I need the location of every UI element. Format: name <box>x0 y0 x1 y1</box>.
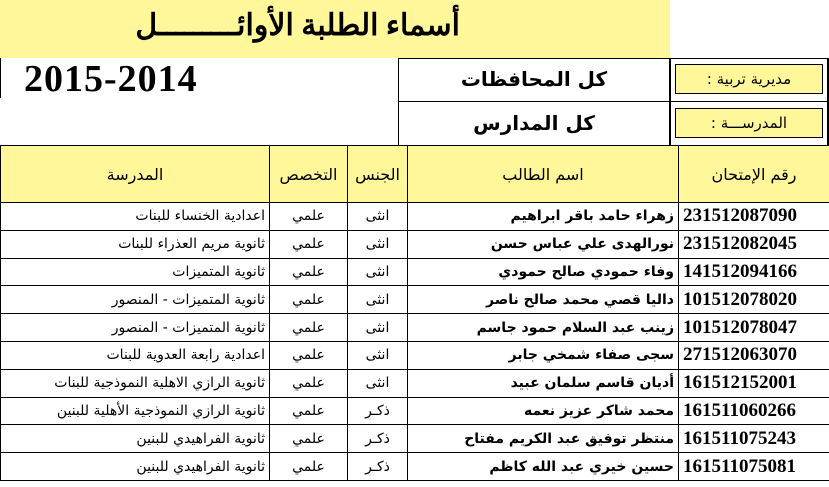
table-row <box>1 341 829 369</box>
student-name: أديان قاسم سلمان عبيد <box>408 369 679 397</box>
student-name: سجى صفاء شمخي جابر <box>408 341 679 369</box>
header-school: المدرسة <box>1 146 270 203</box>
directorate-value: كل المحافظات <box>460 67 608 91</box>
gender: انثى <box>348 230 408 258</box>
school-name: ثانوية الرازي النموذجية الأهلية للبنين <box>1 397 270 425</box>
table-row <box>1 397 829 425</box>
gender: انثى <box>348 286 408 314</box>
table-row <box>1 369 829 397</box>
school-name: ثانوية مريم العذراء للبنات <box>1 230 270 258</box>
specialization: علمي <box>270 203 348 231</box>
school-name: اعدادية الخنساء للبنات <box>1 203 270 231</box>
specialization: علمي <box>270 397 348 425</box>
students-table <box>0 145 829 481</box>
gender: انثى <box>348 341 408 369</box>
exam-number: 141512094166 <box>679 258 829 286</box>
table-header-row <box>1 146 829 203</box>
specialization: علمي <box>270 425 348 453</box>
left-margin-line <box>0 58 1 98</box>
table-row <box>1 258 829 286</box>
page-title: أسماء الطلبة الأوائـــــــــل <box>135 9 460 42</box>
table-row <box>1 230 829 258</box>
exam-number: 161511075243 <box>679 425 829 453</box>
specialization: علمي <box>270 341 348 369</box>
header-gender: الجنس <box>348 146 408 203</box>
school-name: ثانوية المتميزات - المنصور <box>1 286 270 314</box>
header-exam-number: رقم الإمتحان <box>679 146 829 203</box>
academic-year: 2015-2014 <box>24 58 198 100</box>
gender: ذكـر <box>348 397 408 425</box>
student-name: زهراء حامد باقر ابراهيم <box>408 203 679 231</box>
school-name: ثانوية الرازي الاهلية النموذجية للبنات <box>1 369 270 397</box>
student-name: حسين خيري عبد الله كاظم <box>408 453 679 481</box>
student-name: نورالهدى علي عباس حسن <box>408 230 679 258</box>
exam-number: 101512078047 <box>679 314 829 342</box>
specialization: علمي <box>270 286 348 314</box>
table-row <box>1 286 829 314</box>
gender: انثى <box>348 369 408 397</box>
school-value: كل المدارس <box>473 111 595 135</box>
student-name: وفاء حمودي صالح حمودي <box>408 258 679 286</box>
table-row <box>1 314 829 342</box>
student-name: محمد شاكر عزيز نعمه <box>408 397 679 425</box>
directorate-label: مديرية تربية : <box>675 64 823 94</box>
student-name: داليا قصي محمد صالح ناصر <box>408 286 679 314</box>
table-row <box>1 203 829 231</box>
school-name: ثانوية المتميزات <box>1 258 270 286</box>
info-row-divider <box>398 101 829 102</box>
gender: ذكـر <box>348 453 408 481</box>
school-name: ثانوية الفراهيدي للبنين <box>1 453 270 481</box>
header-specialization: التخصص <box>270 146 348 203</box>
specialization: علمي <box>270 453 348 481</box>
student-name: منتظر توفيق عبد الكريم مفتاح <box>408 425 679 453</box>
school-name: اعدادية رابعة العدوية للبنات <box>1 341 270 369</box>
exam-number: 161511075081 <box>679 453 829 481</box>
exam-number: 101512078020 <box>679 286 829 314</box>
info-top-border <box>398 58 829 59</box>
specialization: علمي <box>270 314 348 342</box>
gender: انثى <box>348 258 408 286</box>
school-name: ثانوية الفراهيدي للبنين <box>1 425 270 453</box>
student-name: زينب عبد السلام حمود جاسم <box>408 314 679 342</box>
specialization: علمي <box>270 369 348 397</box>
exam-number: 231512087090 <box>679 203 829 231</box>
specialization: علمي <box>270 230 348 258</box>
exam-number: 271512063070 <box>679 341 829 369</box>
table-row <box>1 425 829 453</box>
gender: ذكـر <box>348 425 408 453</box>
exam-number: 161512152001 <box>679 369 829 397</box>
table-row <box>1 453 829 481</box>
specialization: علمي <box>270 258 348 286</box>
exam-number: 161511060266 <box>679 397 829 425</box>
gender: انثى <box>348 314 408 342</box>
school-name: ثانوية المتميزات - المنصور <box>1 314 270 342</box>
school-label: المدرســـة : <box>675 108 823 138</box>
header-student-name: اسم الطالب <box>408 146 679 203</box>
exam-number: 231512082045 <box>679 230 829 258</box>
gender: انثى <box>348 203 408 231</box>
